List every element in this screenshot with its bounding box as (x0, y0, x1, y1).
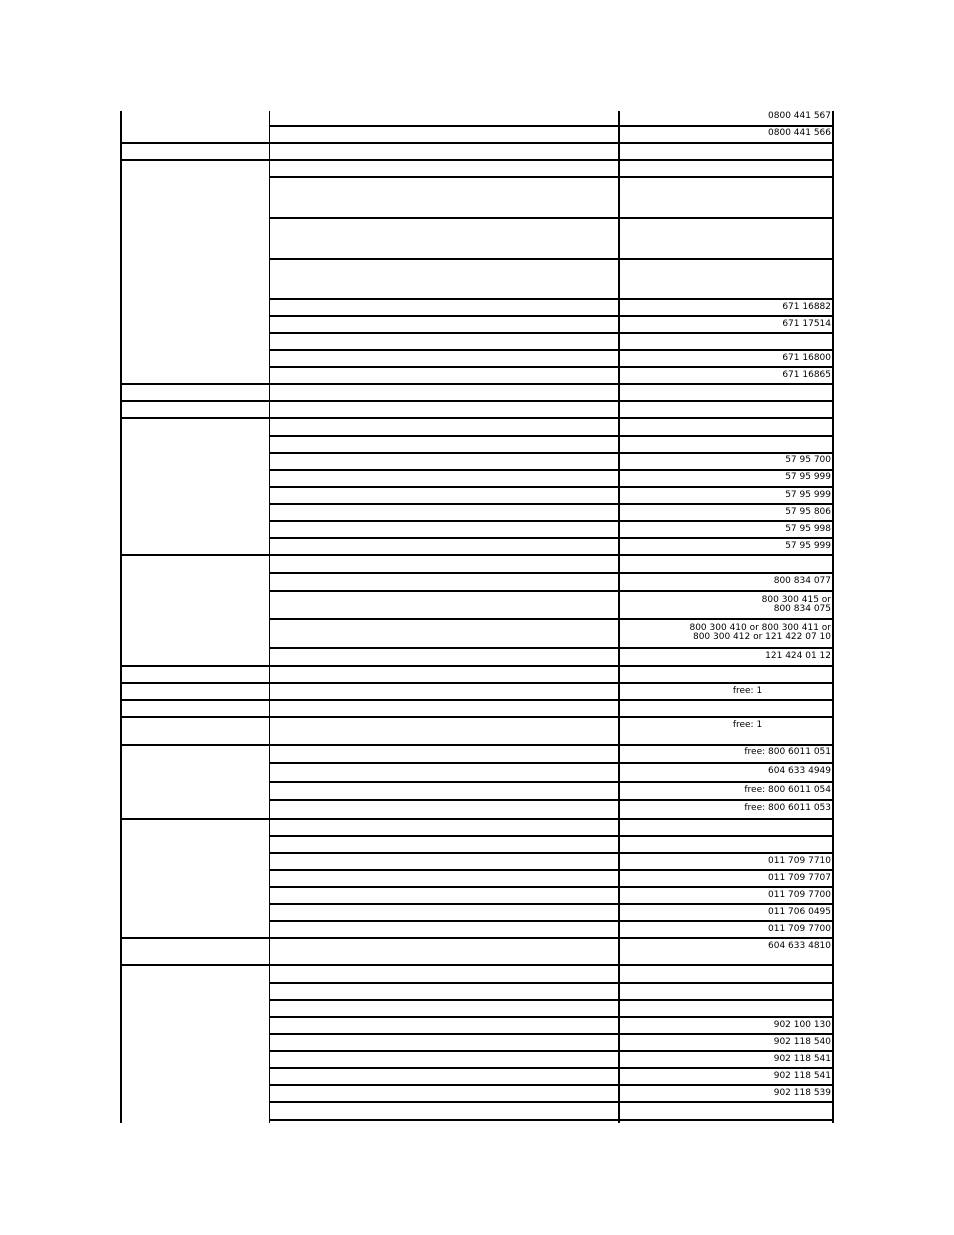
row-rule (269, 762, 834, 764)
row-rule (269, 590, 834, 592)
row-rule (269, 835, 834, 837)
row-rule (269, 258, 834, 260)
row-rule (269, 1033, 834, 1035)
row-rule (269, 1101, 834, 1103)
phone-number: 57 95 999 (785, 472, 831, 482)
phone-number: 902 118 539 (773, 1088, 831, 1098)
row-rule (269, 452, 834, 454)
phone-number: 011 709 7707 (768, 873, 831, 883)
phone-number: 011 709 7700 (768, 890, 831, 900)
row-rule (120, 699, 834, 701)
phone-number: 800 300 410 or 800 300 411 or (689, 623, 831, 633)
row-rule (269, 647, 834, 649)
row-rule (269, 572, 834, 574)
phone-number: 011 709 7700 (768, 924, 831, 934)
row-rule (120, 417, 834, 419)
row-rule (269, 503, 834, 505)
row-rule (269, 869, 834, 871)
row-rule (120, 716, 834, 718)
phone-number: 57 95 700 (785, 455, 831, 465)
contact-table (120, 111, 834, 1123)
row-rule (120, 818, 834, 820)
row-rule (269, 125, 834, 127)
phone-number: 57 95 806 (785, 507, 831, 517)
row-rule (120, 383, 834, 385)
row-rule (269, 537, 834, 539)
row-rule (269, 315, 834, 317)
phone-number: free: 800 6011 051 (744, 747, 831, 757)
phone-number: 604 633 4949 (768, 766, 831, 776)
phone-number: 011 706 0495 (768, 907, 831, 917)
phone-number: 57 95 999 (785, 541, 831, 551)
phone-number: 011 709 7710 (768, 856, 831, 866)
column-divider-2 (618, 111, 620, 1123)
row-rule (120, 142, 834, 144)
row-rule (120, 682, 834, 684)
phone-number: 902 118 540 (773, 1037, 831, 1047)
row-rule (269, 520, 834, 522)
row-rule (120, 937, 834, 939)
row-rule (269, 486, 834, 488)
row-rule (269, 217, 834, 219)
row-rule (269, 332, 834, 334)
row-rule (269, 298, 834, 300)
phone-number: 671 16865 (782, 370, 831, 380)
phone-number: free: 800 6011 053 (744, 803, 831, 813)
column-divider-1 (269, 111, 270, 1123)
row-rule (269, 469, 834, 471)
row-rule (269, 1119, 834, 1121)
row-rule (120, 554, 834, 556)
phone-number: 604 633 4810 (768, 941, 831, 951)
phone-number: free: 1 (732, 686, 763, 696)
row-rule (269, 852, 834, 854)
phone-number: 121 424 01 12 (765, 651, 831, 661)
table-border-right (832, 111, 834, 1123)
row-rule (269, 435, 834, 437)
phone-number: 0800 441 567 (768, 111, 831, 121)
row-rule (120, 159, 834, 161)
row-rule (269, 920, 834, 922)
row-rule (269, 1067, 834, 1069)
row-rule (269, 886, 834, 888)
row-rule (269, 1016, 834, 1018)
phone-number: 800 834 077 (773, 576, 831, 586)
phone-number: 902 118 541 (773, 1054, 831, 1064)
phone-number: 671 17514 (782, 319, 831, 329)
phone-number: 902 118 541 (773, 1071, 831, 1081)
row-rule (269, 903, 834, 905)
phone-number: 57 95 999 (785, 490, 831, 500)
row-rule (120, 665, 834, 667)
row-rule (269, 1050, 834, 1052)
row-rule (269, 176, 834, 178)
row-rule (120, 744, 834, 746)
row-rule (269, 1084, 834, 1086)
phone-number: 57 95 998 (785, 524, 831, 534)
row-rule (269, 366, 834, 368)
row-rule (269, 982, 834, 984)
row-rule (269, 781, 834, 783)
phone-number: 0800 441 566 (768, 128, 831, 138)
row-rule (269, 618, 834, 620)
phone-number: free: 1 (732, 720, 763, 730)
phone-number: 671 16800 (782, 353, 831, 363)
table-border-left (120, 111, 122, 1123)
phone-number: 800 300 415 or (761, 595, 831, 605)
row-rule (120, 400, 834, 402)
phone-number: 800 300 412 or 121 422 07 10 (692, 632, 831, 642)
phone-number: 902 100 130 (773, 1020, 831, 1030)
phone-number: free: 800 6011 054 (744, 785, 831, 795)
row-rule (269, 349, 834, 351)
row-rule (120, 964, 834, 966)
phone-number: 800 834 075 (773, 604, 831, 614)
row-rule (269, 999, 834, 1001)
phone-number: 671 16882 (782, 302, 831, 312)
row-rule (269, 799, 834, 801)
